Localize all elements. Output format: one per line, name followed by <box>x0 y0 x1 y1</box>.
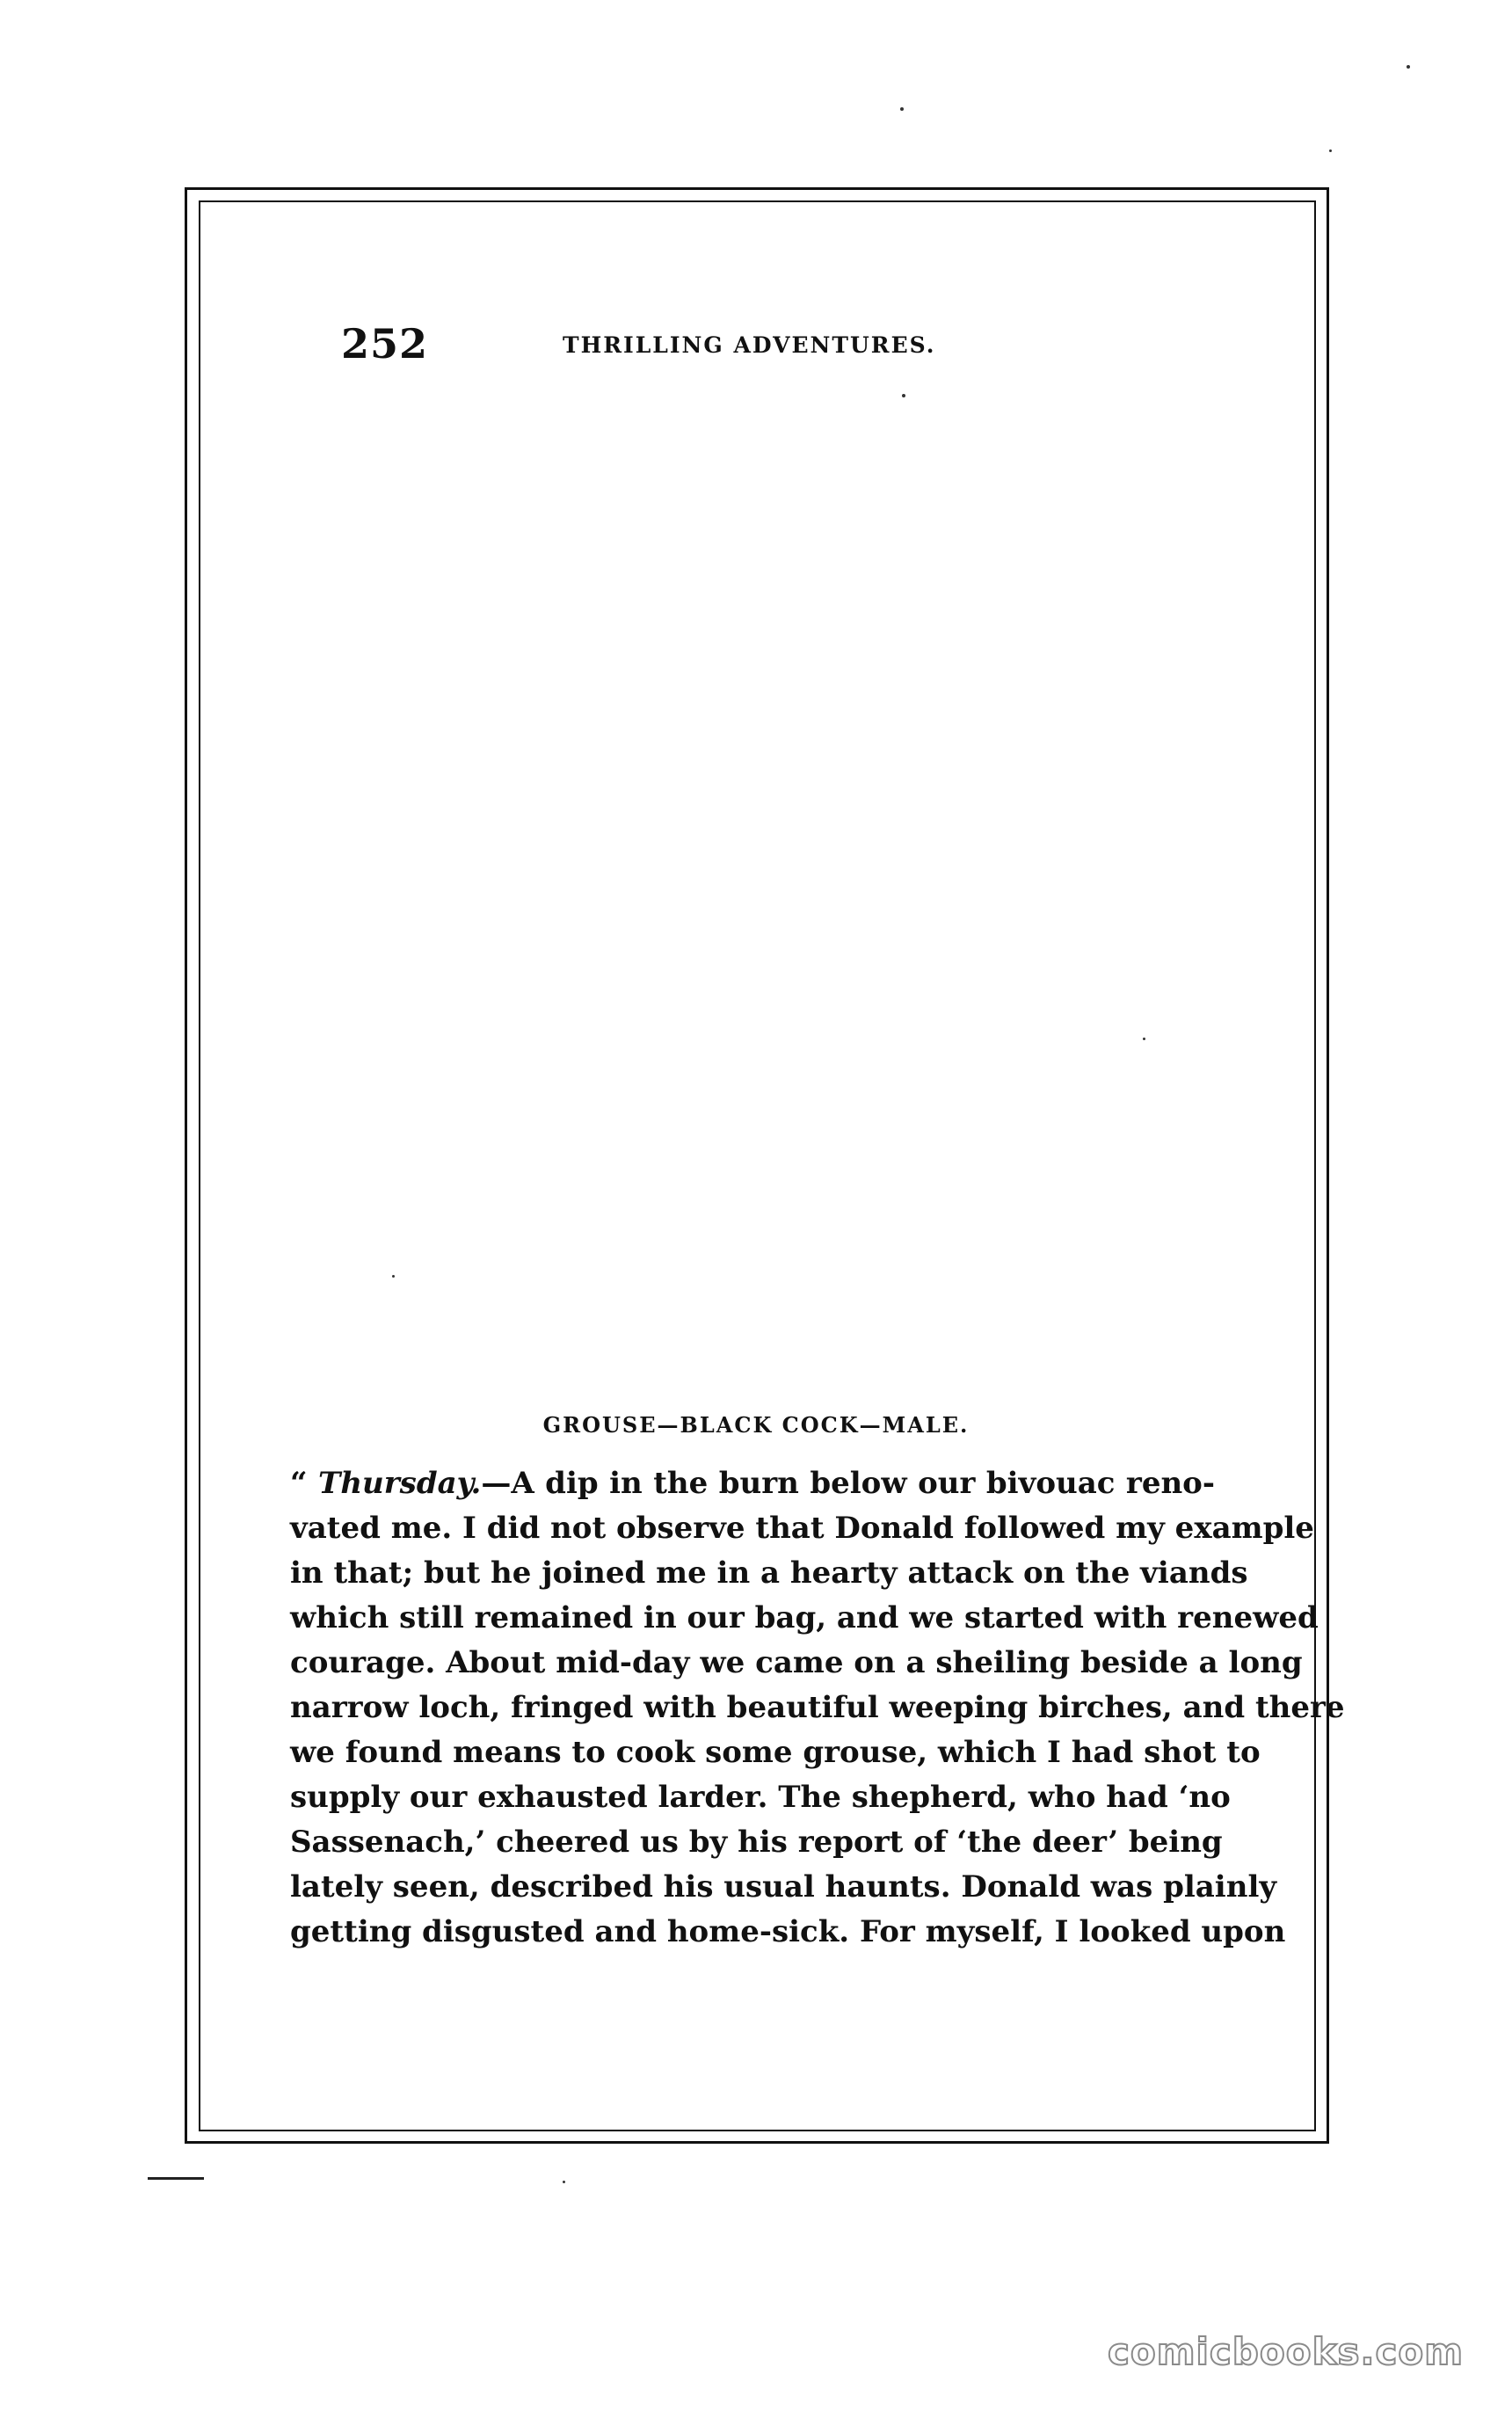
section-heading: GROUSE—BLACK COCK—MALE. <box>542 1412 970 1438</box>
open-quote: “ <box>290 1466 319 1501</box>
dust-speck <box>1407 65 1410 69</box>
body-line-4: which still remained in our bag, and we started with renewed <box>290 1600 1319 1635</box>
body-line-10: lately seen, described his usual haunts. Donald was plainly <box>290 1869 1277 1905</box>
dust-speck <box>563 2181 565 2183</box>
margin-dash <box>148 2177 204 2180</box>
watermark-logo: comicbooks.com <box>1108 2330 1464 2373</box>
lead-word: Thursday. <box>318 1466 482 1501</box>
dust-speck <box>900 107 904 111</box>
running-head: THRILLING ADVENTURES. <box>563 332 936 358</box>
dust-speck <box>1143 1038 1145 1040</box>
dust-speck <box>1329 149 1332 152</box>
body-line-7: we found means to cook some grouse, which I had shot to <box>290 1735 1261 1770</box>
body-line-9: Sassenach,’ cheered us by his report of ‘the deer’ being <box>290 1825 1223 1860</box>
page-number: 252 <box>341 320 429 368</box>
body-line-3: in that; but he joined me in a hearty attack on the viands <box>290 1555 1248 1591</box>
body-line-1 <box>290 1461 1215 1506</box>
dust-speck <box>392 1275 395 1278</box>
first-line-rest: —A dip in the burn below our bivouac reno- <box>481 1466 1215 1501</box>
body-line-5: courage. About mid-day we came on a sheiling beside a long <box>290 1645 1303 1680</box>
body-line-11: getting disgusted and home-sick. For myself, I looked upon <box>290 1914 1286 1949</box>
body-line-2: vated me. I did not observe that Donald followed my example <box>290 1511 1314 1546</box>
body-line-6: narrow loch, fringed with beautiful weeping birches, and there <box>290 1690 1345 1725</box>
body-paragraph <box>290 1461 1345 1955</box>
dust-speck <box>902 394 905 397</box>
body-line-8: supply our exhausted larder. The shepherd, who had ‘no <box>290 1780 1231 1815</box>
